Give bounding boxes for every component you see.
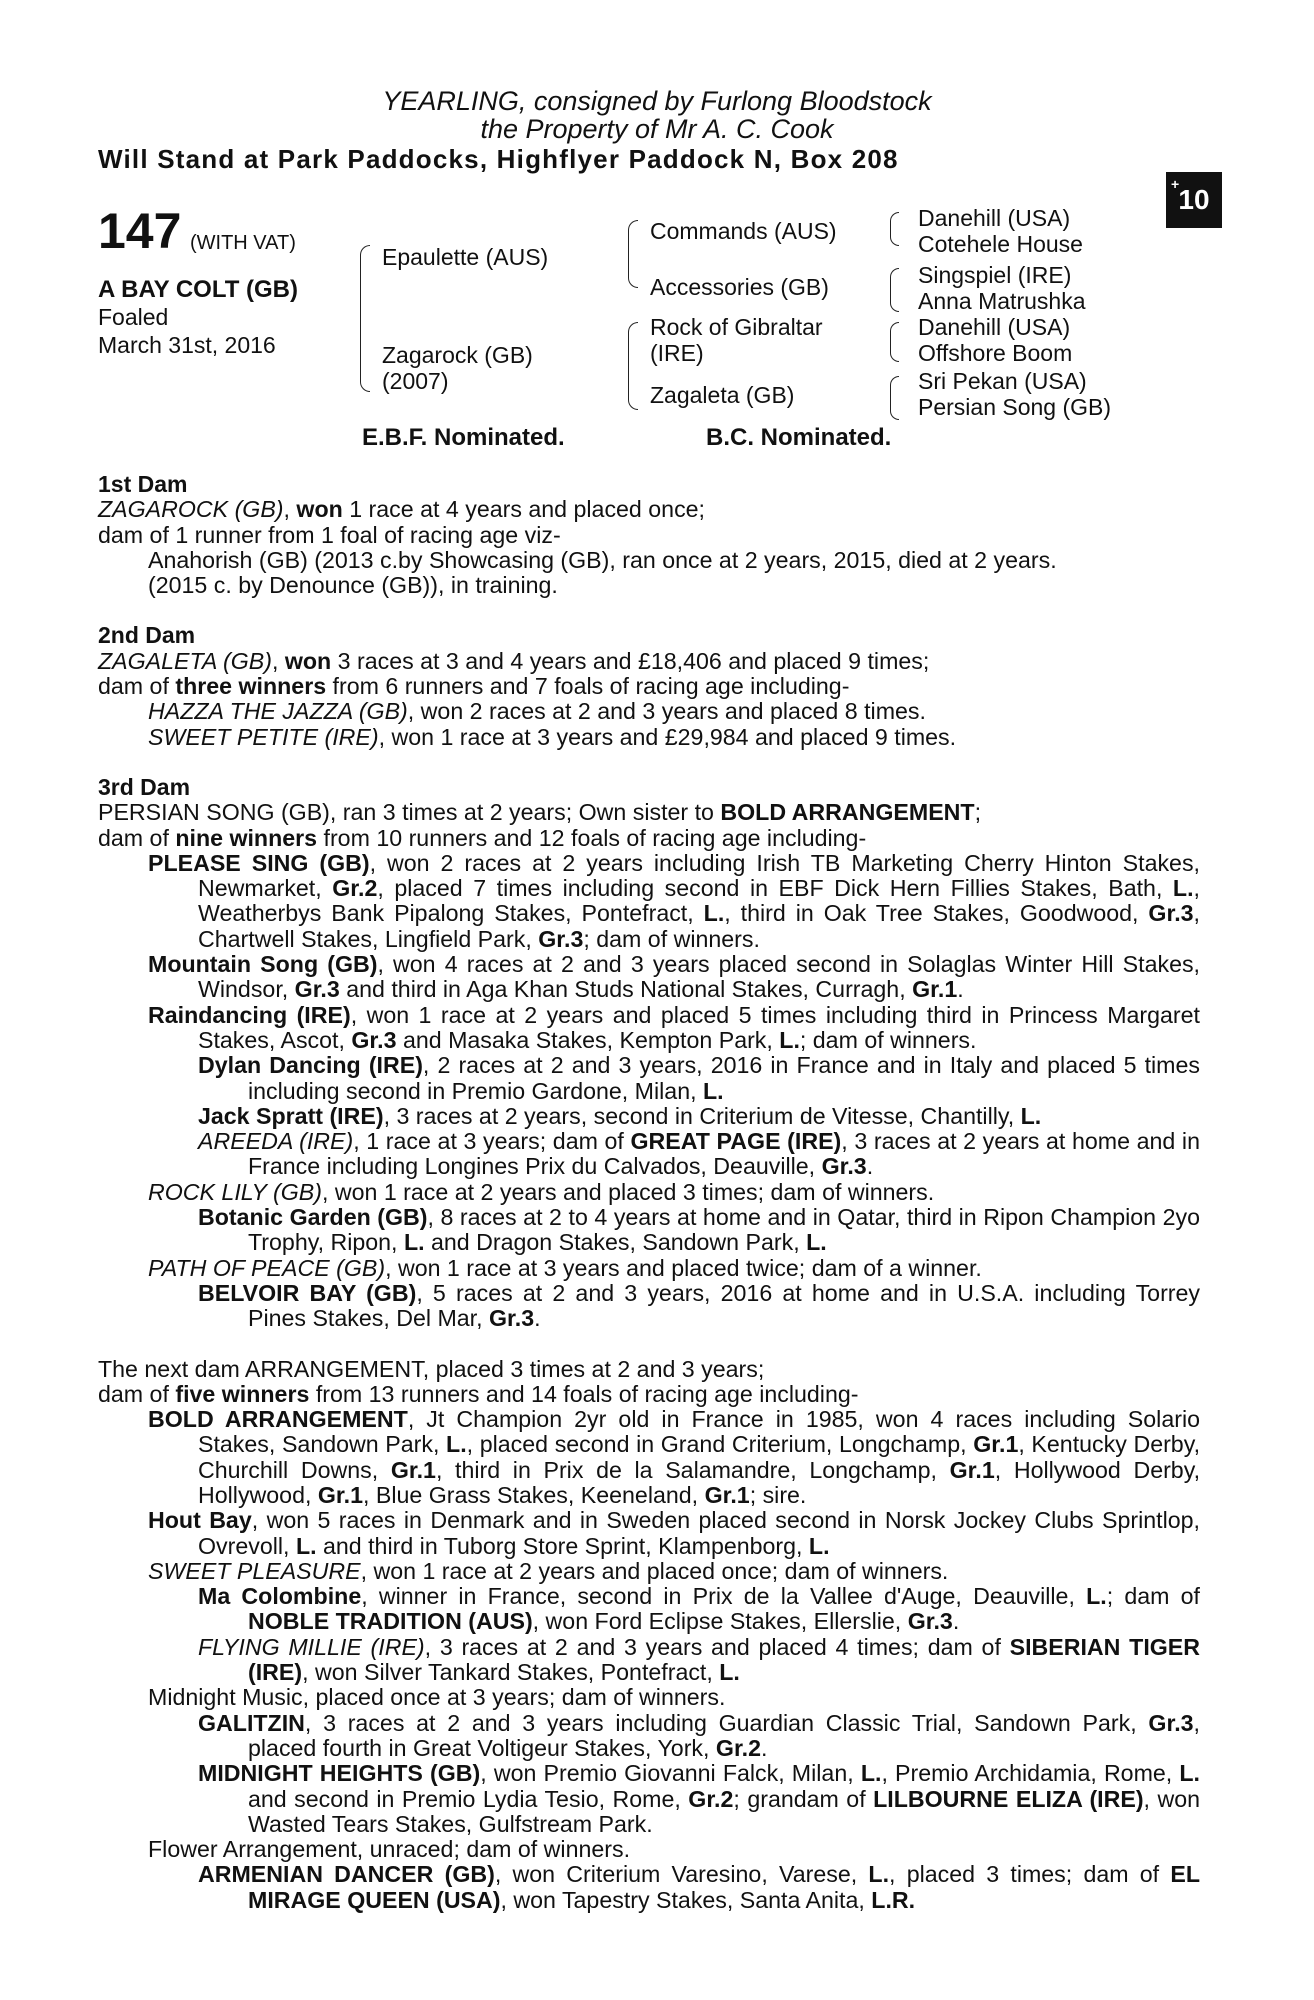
entry-belvoir-bay: BELVOIR BAY (GB), 5 races at 2 and 3 years, 2016 at home and in U.S.A. including Torrey Pines Stakes, Del Mar, Gr.3. (198, 1279, 1200, 1332)
first-dam-line: ZAGAROCK (GB), won 1 race at 4 years and placed once; (98, 496, 705, 523)
second-dam-produce: dam of three winners from 6 runners and 7 foals of racing age including- (98, 673, 850, 700)
next-dam-produce: dam of five winners from 13 runners and 14 foals of racing age including- (98, 1380, 859, 1407)
ped-g3-3: Singspiel (IRE) (918, 262, 1072, 288)
entry-botanic-garden: Botanic Garden (GB), 8 races at 2 to 4 years at home and in Qatar, third in Ripon Champion 2yo Trophy, Ripon, L. and Dragon Stakes, Sandown Park, L. (198, 1204, 1200, 1256)
entry-dylan-dancing: Dylan Dancing (IRE), 2 races at 2 and 3 years, 2016 in France and in Italy and placed 5 times including second in Premio Gardone, Milan, L. (198, 1052, 1200, 1104)
second-dam-foal-2: SWEET PETITE (IRE), won 1 race at 3 years and £29,984 and placed 9 times. (148, 723, 957, 750)
stand-location: Will Stand at Park Paddocks, Highflyer Paddock N, Box 208 (98, 144, 899, 174)
ped-g3-5: Danehill (USA) (918, 314, 1071, 340)
foaled-date: March 31st, 2016 (98, 332, 276, 358)
ped-g3-8: Persian Song (GB) (918, 394, 1112, 420)
produce-record (98, 472, 1200, 1913)
ped-g3-1: Danehill (USA) (918, 205, 1071, 231)
ped-dam-1: Zagarock (GB) (382, 342, 533, 368)
entry-midnight-music: Midnight Music, placed once at 3 years; dam of winners. (148, 1684, 726, 1711)
brace-ds (890, 322, 899, 362)
brace-dd (890, 376, 899, 420)
ped-g3-2: Cotehele House (918, 231, 1083, 257)
entry-rock-lily: ROCK LILY (GB), won 1 race at 2 years and placed 3 times; dam of winners. (148, 1178, 935, 1205)
second-dam-heading: 2nd Dam (98, 622, 196, 649)
entry-jack-spratt: Jack Spratt (IRE), 3 races at 2 years, second in Criterium de Vitesse, Chantilly, L. (198, 1102, 1042, 1129)
lot-badge (1166, 172, 1222, 228)
lot-number: 147 (98, 203, 182, 259)
entry-flower-arrangement: Flower Arrangement, unraced; dam of winners. (148, 1836, 631, 1863)
badge-plus: + (1171, 176, 1180, 192)
entry-raindancing: Raindancing (IRE), won 1 race at 2 years and placed 5 times including third in Princess Margaret Stakes, Ascot, Gr.3 and Masaka Stakes, Kempton Park, L.; dam of winners. (148, 1001, 1200, 1053)
ebf-nominated: E.B.F. Nominated. (362, 424, 565, 451)
entry-mountain-song: Mountain Song (GB), won 4 races at 2 and 3 years placed second in Solaglas Winter Hill Stakes, Windsor, Gr.3 and third in Aga Khan Studs National Stakes, Curragh, Gr.1. (148, 951, 1200, 1003)
foaled-info (98, 303, 276, 359)
ped-dam-2: (2007) (382, 368, 449, 394)
first-dam-foal-2: (2015 c. by Denounce (GB)), in training. (148, 572, 558, 599)
first-dam-produce: dam of 1 runner from 1 foal of racing age viz- (98, 521, 561, 548)
entry-please-sing: PLEASE SING (GB), won 2 races at 2 years including Irish TB Marketing Cherry Hinton Stakes, Newmarket, Gr.2, placed 7 times including second in EBF Dick Hern Fillies Stakes, Bath, L., Weatherbys Bank Pipalong Stakes, Pontefract, L., third in Oak Tree Stakes, Goodwood, Gr.3, Chartwell Stakes, Lingfield Park, Gr.3; dam of winners. (148, 849, 1200, 952)
ped-dam-sire-2: (IRE) (650, 340, 704, 366)
brace-gen1 (360, 245, 370, 392)
horse-description: A BAY COLT (GB) (98, 276, 299, 303)
second-dam-line: ZAGALETA (GB), won 3 races at 3 and 4 years and £18,406 and placed 9 times; (98, 647, 930, 674)
ped-g3-7: Sri Pekan (USA) (918, 368, 1087, 394)
entry-galitzin: GALITZIN, 3 races at 2 and 3 years including Guardian Classic Trial, Sandown Park, Gr.3, placed fourth in Great Voltigeur Stakes, York, Gr.2. (198, 1709, 1200, 1761)
entry-bold-arrangement: BOLD ARRANGEMENT, Jt Champion 2yr old in France in 1985, won 4 races including Solario Stakes, Sandown Park, L., placed second in Grand Criterium, Longchamp, Gr.1, Kentucky Derby, Churchill Downs, Gr.1, third in Prix de la Salamandre, Longchamp, Gr.1, Hollywood Derby, Hollywood, Gr.1, Blue Grass Stakes, Keeneland, Gr.1; sire. (148, 1406, 1201, 1508)
entry-sweet-pleasure: SWEET PLEASURE, won 1 race at 2 years and placed once; dam of winners. (148, 1557, 949, 1584)
ped-g3-6: Offshore Boom (918, 340, 1073, 366)
entry-armenian-dancer: ARMENIAN DANCER (GB), won Criterium Varesino, Varese, L., placed 3 times; dam of EL MIRAGE QUEEN (USA), won Tapestry Stakes, Santa Anita, L.R. (198, 1861, 1200, 1913)
entry-flying-millie: FLYING MILLIE (IRE), 3 races at 2 and 3 years and placed 4 times; dam of SIBERIAN TIGER (IRE), won Silver Tankard Stakes, Pontefract, L. (198, 1633, 1201, 1686)
property-line: the Property of Mr A. C. Cook (480, 114, 834, 144)
brace-ss (890, 212, 899, 246)
ped-dam-sire-1: Rock of Gibraltar (650, 314, 823, 340)
ped-dam-dam: Zagaleta (GB) (650, 382, 795, 408)
consignor-line: YEARLING, consigned by Furlong Bloodstock (382, 86, 932, 116)
ped-sire-sire: Commands (AUS) (650, 218, 837, 244)
next-dam-intro: The next dam ARRANGEMENT, placed 3 times at 2 and 3 years; (98, 1355, 765, 1382)
third-dam-intro: PERSIAN SONG (GB), ran 3 times at 2 years; Own sister to BOLD ARRANGEMENT; (98, 799, 982, 826)
third-dam-heading: 3rd Dam (98, 773, 191, 800)
entry-hout-bay: Hout Bay, won 5 races in Denmark and in Sweden placed second in Norsk Jockey Clubs Sprintlop, Ovrevoll, L. and third in Tuborg Store Sprint, Klampenborg, L. (148, 1507, 1200, 1559)
entry-midnight-heights: MIDNIGHT HEIGHTS (GB), won Premio Giovanni Falck, Milan, L., Premio Archidamia, Rome, L. and second in Premio Lydia Tesio, Rome, Gr.2; grandam of LILBOURNE ELIZA (IRE), won Wasted Tears Stakes, Gulfstream Park. (198, 1760, 1200, 1837)
vat-label: (WITH VAT) (190, 232, 296, 254)
third-dam-produce: dam of nine winners from 10 runners and 12 foals of racing age including- (98, 824, 867, 851)
brace-dam (628, 322, 638, 410)
bc-nominated: B.C. Nominated. (706, 424, 892, 451)
foaled-label: Foaled (98, 304, 169, 330)
second-dam-foal-1: HAZZA THE JAZZA (GB), won 2 races at 2 and 3 years and placed 8 times. (148, 698, 926, 725)
badge-number: 10 (1178, 184, 1210, 215)
first-dam-foal-1: Anahorish (GB) (2013 c.by Showcasing (GB), ran once at 2 years, 2015, died at 2 years. (148, 546, 1057, 573)
first-dam-heading: 1st Dam (98, 471, 188, 497)
ped-sire-dam: Accessories (GB) (650, 274, 829, 300)
entry-ma-colombine: Ma Colombine, winner in France, second in Prix de la Vallee d'Auge, Deauville, L.; dam of NOBLE TRADITION (AUS), won Ford Eclipse Stakes, Ellerslie, Gr.3. (198, 1583, 1200, 1635)
brace-sire (628, 220, 638, 288)
entry-areeda: AREEDA (IRE), 1 race at 3 years; dam of GREAT PAGE (IRE), 3 races at 2 years at home and in France including Longines Prix du Calvados, Deauville, Gr.3. (198, 1128, 1200, 1180)
brace-sd (890, 268, 899, 312)
entry-path-of-peace: PATH OF PEACE (GB), won 1 race at 3 years and placed twice; dam of a winner. (148, 1254, 982, 1281)
ped-g3-4: Anna Matrushka (918, 288, 1086, 314)
ped-sire: Epaulette (AUS) (382, 244, 549, 270)
